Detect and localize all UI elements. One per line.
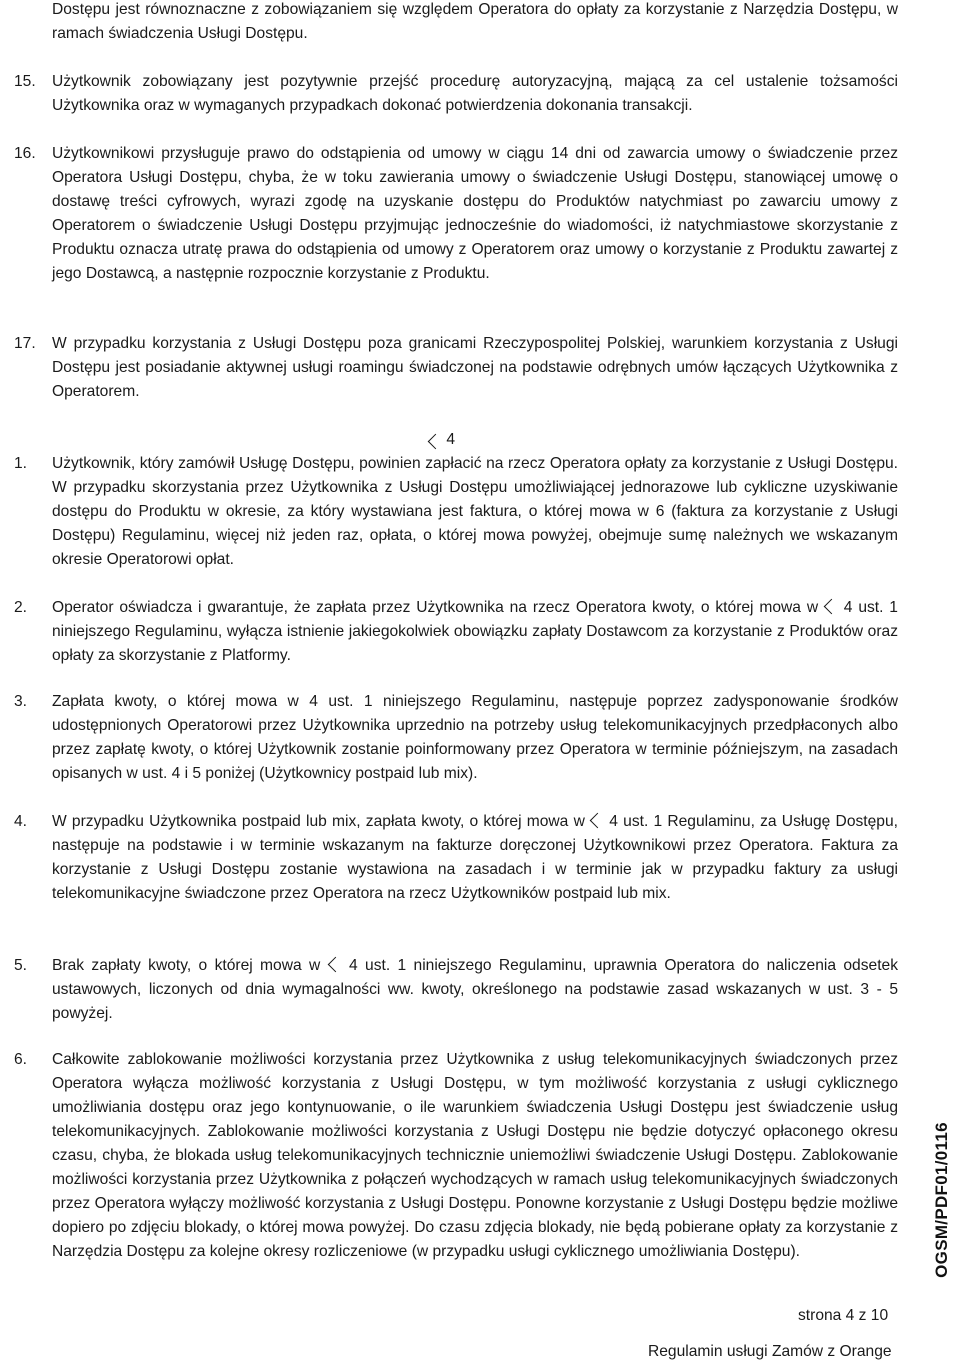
item-number: 4. (14, 813, 28, 830)
paragraph-number: 16. (14, 145, 36, 162)
item-text (52, 810, 898, 906)
item-text: Użytkownik, który zamówił Usługę Dostępu, powinien zapłacić na rzecz Operatora opłaty za korzystanie z Usługi Dostępu. W przypadku skorzystania przez Użytkownika z Usługi Dostępu umożliwiającej jednorazowe lub cykliczne uzyskiwanie dostępu do Produktu w okresie, za który wystawiana jest faktura, o której mowa w 6 (faktura za korzystanie z Usługi Dostępu) Regulaminu, więcej niż jeden raz, opłata, o której mowa powyżej, obejmuje sumę należnych we wskazanym okresie Operatorowi opłat. (52, 455, 898, 568)
paragraph-text: Użytkownikowi przysługuje prawo do odstąpienia od umowy w ciągu 14 dni od zawarcia umowy o świadczenie przez Operatora Usługi Dostępu, chyba, że w toku zawierania umowy o świadczenie Usługi Dostępu, stanowiącej umowę o dostawę treści cyfrowych, wyrazi zgodę na uzyskanie dostępu do Produktów natychmiast po zawarciu umowy z Operatorem o świadczenie Usługi Dostępu przyjmując jednocześnie do wiadomości, iż natychmiastowe skorzystanie z Produktu oznacza utratę prawa do odstąpienia od umowy z Operatorem oraz umowy o korzystanie z Produktu zawartej z jego Dostawcą, a następnie rozpocznie korzystanie z Produktu. (52, 145, 898, 282)
section-item-4 (14, 810, 898, 906)
page-number: strona 4 z 10 (798, 1307, 889, 1324)
paragraph-text: Dostępu jest równoznaczne z zobowiązaniem się względem Operatora do opłaty za korzystanie z Narzędzia Dostępu, w ramach świadczenia Usługi Dostępu. (52, 1, 898, 42)
item-number: 3. (14, 693, 28, 710)
paragraph-16 (14, 142, 898, 286)
item-text: Całkowite zablokowanie możliwości korzystania przez Użytkownika z usług telekomunikacyjnych świadczonych przez Operatora wyłącza możliwość korzystania z Usługi Dostępu, w tym możliwość korzystania z usługi cyklicznego umożliwiania dostępu oraz jego kontynuowanie, o ile warunkiem świadczenia Usługi Dostępu jest świadczenie usług telekomunikacyjnych. Zablokowanie możliwości korzystania z Usługi Dostępu nie będzie dotyczyć opłaconego okresu czasu, chyba, że blokada usług telekomunikacyjnych technicznie uniemożliwi świadczenie Usługi Dostępu. Zablokowanie możliwości korzystania przez Użytkownika z połączeń wychodzących w ramach usług telekomunikacyjnych świadczonych przez Operatora wyłączy możliwość korzystania z Usługi Dostępu. Ponowne korzystanie z Usługi Dostępu będzie możliwe dopiero po zdjęciu blokady, o której mowa powyżej. Do czasu zdjęcia blokady, nie będą pobierane opłaty za korzystanie z Narzędzia Dostępu za kolejne okresy rozliczeniowe (w przypadku usługi cyklicznego umożliwiania Dostępu). (52, 1051, 898, 1260)
paragraph-text: Użytkownik zobowiązany jest pozytywnie przejść procedurę autoryzacyjną, mającą za cel ustalenie tożsamości Użytkownika oraz w wymaganych przypadkach dokonać potwierdzenia dokonania transakcji. (52, 73, 898, 114)
item-text-part: 4 ust. 1 niniejszego Regulaminu, uprawnia Operatora do naliczenia odsetek ustawowych, liczonych od dnia wymagalności ww. kwoty, określonego na podstawie zasad wskazanych w ust. 3 - 5 powyżej. (52, 957, 898, 1022)
item-text-part: Brak zapłaty kwoty, o której mowa w (52, 957, 321, 974)
section-number: 4 (446, 431, 456, 448)
document-code-text: OGSM/PDF01/0116 (932, 1122, 951, 1278)
section-item-1 (14, 452, 898, 572)
item-text-part: 4 ust. 1 Regulaminu, za Usługę Dostępu, następuje na podstawie i w terminie wskazanym na fakturze doręczonej Użytkownikowi przez Operatora. Faktura za korzystanie z Usługi Dostępu zostanie wystawiona na zasadach i w terminie jak w przypadku faktury za usługi telekomunikacyjne świadczone przez Operatora na rzecz Użytkowników postpaid lub mix. (52, 813, 898, 902)
footer-title: Regulamin usługi Zamów z Orange (648, 1343, 892, 1360)
item-text: Zapłata kwoty, o której mowa w 4 ust. 1 niniejszego Regulaminu, następuje poprzez zadysponowanie środków udostępnionych Operatorowi przez Użytkownika uprzednio na potrzeby usług telekomunikacyjnych przedpłaconych albo przez zapłatę kwoty, o której Użytkownik zostanie poinformowany przez Operatora w terminie późniejszym, na zasadach opisanych w ust. 4 i 5 poniżej (Użytkownicy postpaid lub mix). (52, 693, 898, 782)
item-number: 2. (14, 599, 28, 616)
paragraph-15 (14, 70, 898, 118)
item-text-part: W przypadku Użytkownika postpaid lub mix, zapłata kwoty, o której mowa w (52, 813, 585, 830)
section-sign-icon (824, 596, 838, 616)
section-item-5 (14, 954, 898, 1026)
item-text (52, 596, 898, 668)
section-sign-icon (590, 810, 604, 830)
item-text-part: 4 ust. 1 niniejszego Regulaminu, wyłącza istnienie jakiegokolwiek obowiązku zapłaty Dostawcom za korzystanie z Produktów oraz opłaty za skorzystanie z Platformy. (52, 599, 898, 664)
paragraph-number: 17. (14, 335, 36, 352)
item-number: 1. (14, 455, 28, 472)
paragraph-17 (14, 332, 898, 404)
section-sign-icon (328, 954, 342, 974)
paragraph-number: 15. (14, 73, 36, 90)
section-sign-icon (428, 428, 442, 448)
paragraph-text: W przypadku korzystania z Usługi Dostępu poza granicami Rzeczypospolitej Polskiej, warunkiem korzystania z Usługi Dostępu jest posiadanie aktywnej usługi roamingu świadczonej na podstawie odrębnych umów łączących Użytkownika z Operatorem. (52, 335, 898, 400)
section-heading (428, 428, 488, 452)
item-number: 6. (14, 1051, 28, 1068)
section-item-2 (14, 596, 898, 668)
intro-continuation (14, 0, 898, 46)
item-number: 5. (14, 957, 28, 974)
item-text-part: Operator oświadcza i gwarantuje, że zapłata przez Użytkownika na rzecz Operatora kwoty, o której mowa w (52, 599, 819, 616)
section-item-6 (14, 1048, 898, 1264)
section-item-3 (14, 690, 898, 786)
item-text (52, 954, 898, 1026)
document-code (928, 1100, 956, 1300)
